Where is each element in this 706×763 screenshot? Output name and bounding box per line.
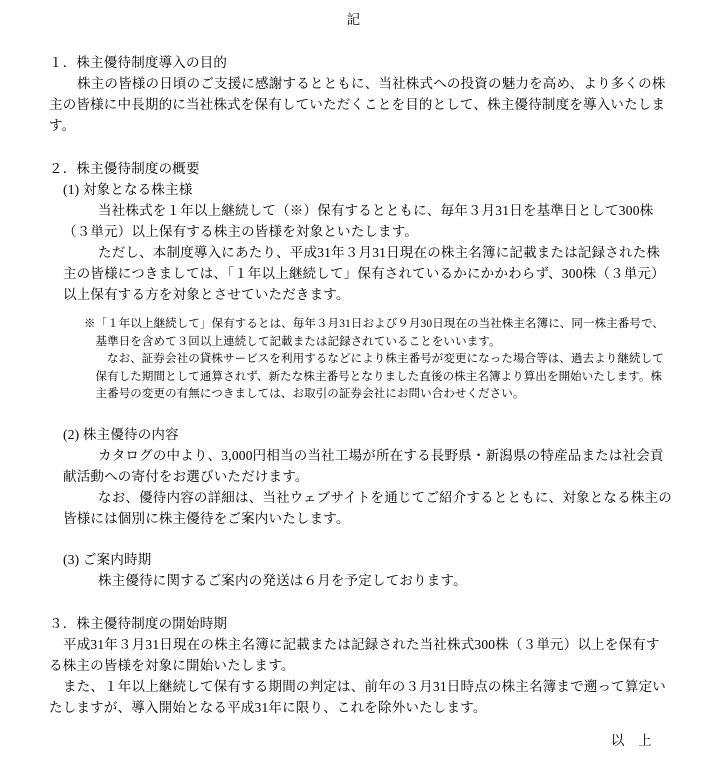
section-overview: [35, 158, 672, 591]
paragraph: ただし、本制度導入にあたり、平成31年３月31日現在の株主名簿に記載または記録された株主の皆様につきましては、「１年以上継続して」保有されているかにかかわらず、300株（３単元）以上保有する方を対象とさせていただきます。: [63, 245, 665, 302]
subsection-notice-timing: [35, 549, 672, 591]
section-heading: ３．株主優待制度の開始時期: [49, 615, 228, 631]
subsection-heading: (3) ご案内時期: [63, 551, 152, 567]
paragraph: また、１年以上継続して保有する期間の判定は、前年の３月31日時点の株主名簿まで遡って算定いたしますが、導入開始となる平成31年に限り、これを除外いたします。: [49, 678, 666, 715]
paragraph: カタログの中より、3,000円相当の当社工場が所在する長野県・新潟県の特産品または社会貢献活動への寄付をお選びいただけます。: [63, 447, 664, 484]
paragraph: なお、優待内容の詳細は、当社ウェブサイトを通じてご紹介するとともに、対象となる株主の皆様には個別に株主優待をご案内いたします。: [63, 489, 672, 526]
section-purpose: [35, 52, 672, 136]
closing-mark: 以 上: [610, 732, 652, 748]
paragraph: 株主の皆様の日頃のご支援に感謝するとともに、当社株式への投資の魅力を高め、より多くの株主の皆様に中長期的に当社株式を保有していただくことを目的として、株主優待制度を導入いたします。: [49, 76, 666, 133]
footnote-paragraph: ※「１年以上継続して」保有するとは、毎年３月31日および９月30日現在の当社株主名簿に、同一株主番号で、基準日を含めて３回以上連続して記載または記録されていることをいいます。: [84, 318, 664, 348]
section-start-timing: [35, 613, 672, 718]
footnote-paragraph: なお、証券会社の貸株サービスを利用するなどにより株主番号が変更になった場合等は、過去より継続して保有した期間として通算されず、新たな株主番号となりました直後の株主名簿より算出を開始いたします。株主番号の変更の有無につきましては、お取引の証券会社にお問い合わせください。: [95, 353, 664, 400]
footnote-block: [84, 316, 668, 404]
section-heading: １．株主優待制度導入の目的: [49, 55, 228, 70]
paragraph: 株主優待に関するご案内の発送は６月を予定しております。: [98, 572, 467, 588]
paragraph: 当社株式を１年以上継続して（※）保有するとともに、毎年３月31日を基準日として300株（３単元）以上保有する株主の皆様を対象といたします。: [63, 203, 654, 239]
subsection-heading: (2) 株主優待の内容: [63, 426, 179, 442]
subsection-benefit-details: [35, 424, 672, 529]
section-heading: ２．株主優待制度の概要: [49, 161, 200, 176]
subsection-heading: (1) 対象となる株主様: [63, 182, 193, 197]
document-title: 記: [346, 12, 361, 27]
paragraph: 平成31年３月31日現在の株主名簿に記載または記録された当社株式300株（３単元）以上を保有する株主の皆様を対象に開始いたします。: [49, 636, 660, 673]
subsection-eligible-shareholders: [35, 179, 672, 404]
